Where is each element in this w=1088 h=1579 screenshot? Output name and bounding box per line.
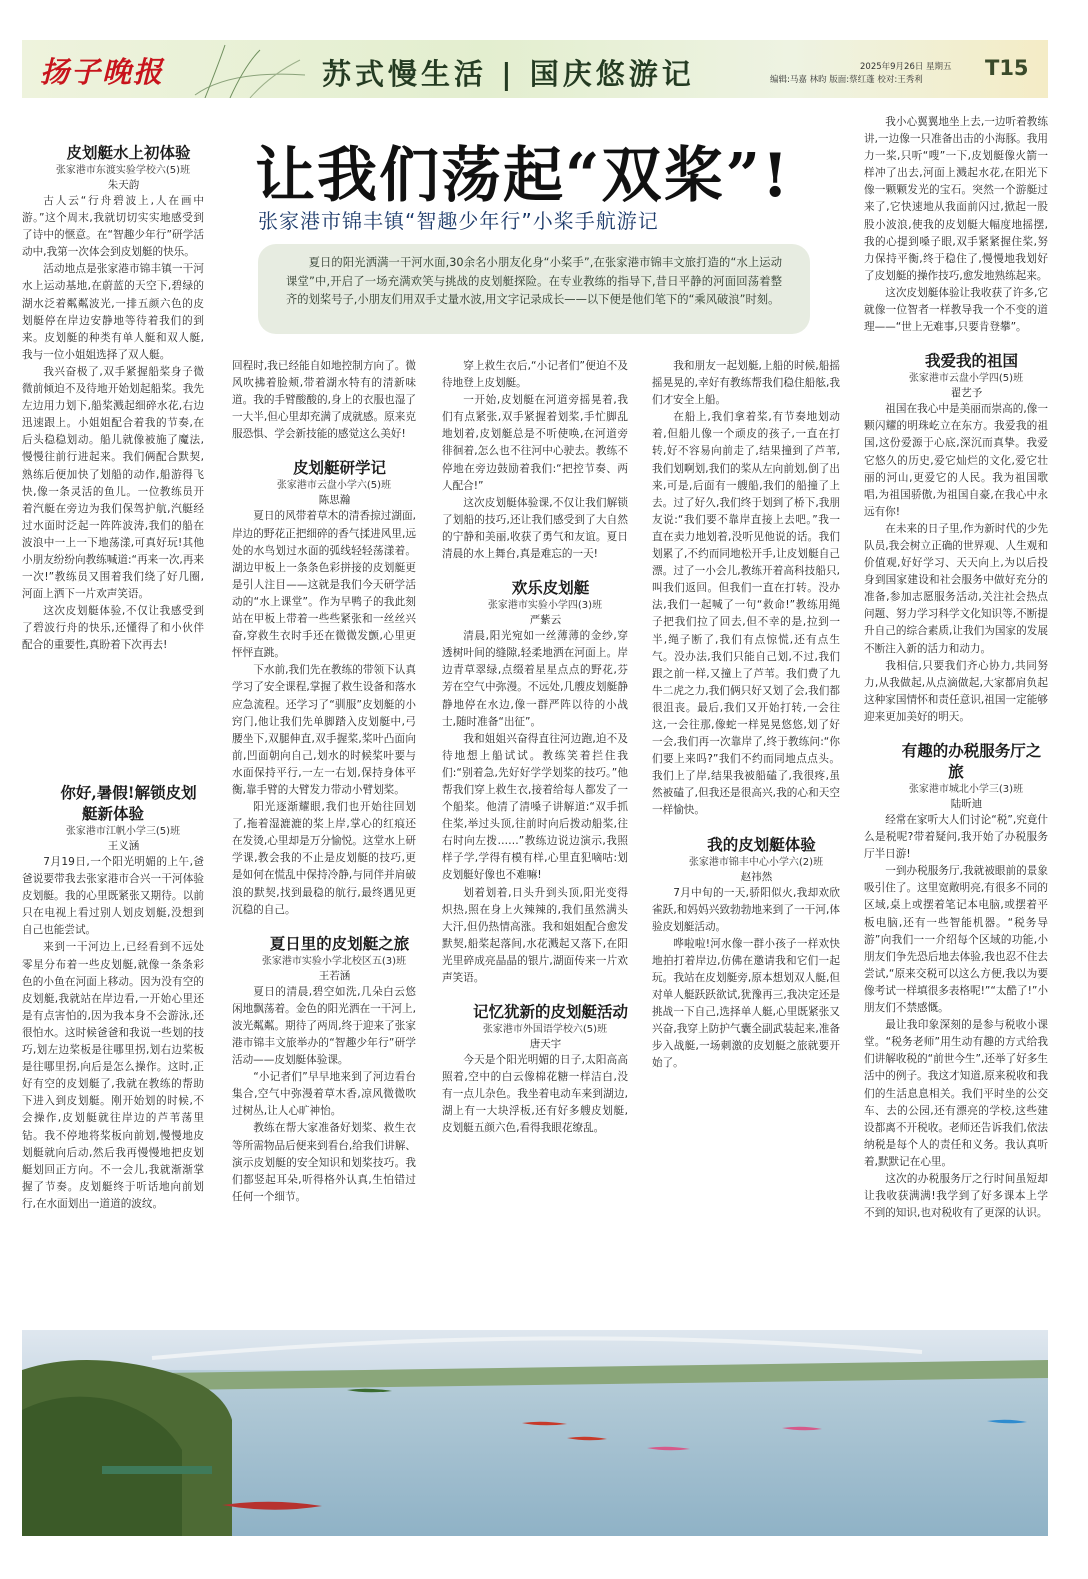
paragraph: 我小心翼翼地坐上去,一边听着教练讲,一边像一只准备出击的小海豚。我用力一桨,只听“嗖”一下,皮划艇像火箭一样冲了出去,河面上溅起水花,在阳光下像一颗颗发光的宝石。突然一个游艇过来了,它快速地从我面前闪过,掀起一股股小波浪,使我的皮划艇大幅度地摇摆,我的心提到嗓子眼,双手紧紧握住桨,努力保持平衡,终于稳住了,慢慢地我划好了皮划艇的操作技巧,愈发地熟练起来。 (864, 116, 1048, 282)
paragraph: 最让我印象深刻的是参与税收小课堂。“税务老师”用生动有趣的方式给我们讲解收税的“前世今生”,还举了好多生活中的例子。我这才知道,原来税收和我们的生活息息相关。我们平时坐的公交车、去的公园,还有漂亮的学校,这些建设都离不开税收。老师还告诉我们,依法纳税是每个人的责任和义务。我认真听着,默默记在心里。 (864, 1019, 1048, 1168)
article-school: 张家港市云盘小学六(5)班 (276, 480, 392, 492)
section-title: 苏式慢生活 | 国庆悠游记 (322, 57, 695, 91)
article (442, 577, 628, 987)
paragraph: 这次皮划艇体验课,不仅让我们解锁了划船的技巧,还让我们感受到了大自然的宁静和美丽,收获了勇气和友谊。夏日清晨的水上舞台,真是难忘的一天! (442, 496, 628, 561)
paragraph: 夏日的风带着草木的清香掠过湖面,岸边的野花正把细碎的香气揉进风里,远处的水鸟划过水面的弧线轻轻荡漾着。湖边甲板上一条条色彩拼接的皮划艇更是引人注目——这就是我们今天研学活动的“水上课堂”。作为早鸭子的我此刻站在甲板上带着一些些紧张和一丝丝兴奋,穿救生衣时手还在微微发颤,心里更怦怦直跳。 (232, 510, 416, 660)
paragraph: 我和姐姐兴奋得直往河边跑,迫不及待地想上船试试。教练笑着拦住我们:“别着急,先好好学学划桨的技巧。”他帮我们穿上救生衣,接着给每人都发了一个船桨。他清了清嗓子讲解道:“双手抓住桨,举过头顶,往前时向后拨动船桨,往右时向左拨……”教练边说边演示,我照样子学,学得有模有样,心里直犯嘀咕:划皮划艇好像也不难嘛! (442, 732, 628, 882)
article-school: 张家港市江帆小学三(5)班 (65, 826, 181, 837)
paragraph: 一到办税服务厅,我就被眼前的景象吸引住了。这里宽敞明亮,有很多不同的区域,桌上或摆着笔记本电脑,或摆着平板电脑,还有一些智能机器。“税务导游”向我们一一介绍每个区域的功能,小朋友们争先恐后地去体验,我也忍不住去尝试,“原来交税可以这么方便,我以为要像考试一样填很多表格呢!”“太酷了!”小朋友们不禁感慨。 (864, 865, 1048, 1015)
article (22, 142, 204, 655)
article-school: 张家港市东渡实验学校六(5)班 (55, 165, 191, 176)
paragraph: 这次皮划艇体验,不仅让我感受到了碧波行舟的快乐,还懂得了和小伙伴配合的重要性,真盼着下次再去! (22, 605, 204, 652)
article-author: 陆昕迪 (950, 798, 983, 810)
article-title: 我的皮划艇体验 (707, 834, 816, 854)
paragraph: 活动地点是张家港市锦丰镇一干河水上运动基地,在蔚蓝的天空下,碧绿的湖水泛着粼粼波光,一排五颜六色的皮划艇停在岸边安静地等待着我们的到来。皮划艇的种类有单人艇和双人艇,我与一位小姐姐选择了双人艇。 (22, 263, 204, 361)
article-title: 记忆犹新的皮划艇活动 (473, 1002, 629, 1022)
paragraph: 祖国在我心中是美丽而崇高的,像一颗闪耀的明珠屹立在东方。我爱我的祖国,这份爱源于心底,深沉而真挚。我爱它悠久的历史,爱它灿烂的文化,爱它壮丽的河山,更爱它的人民。我为祖国歌唱,为祖国骄傲,为祖国自豪,在我心中永远有你! (864, 403, 1048, 518)
article-title: 我爱我的祖国 (924, 351, 1018, 371)
article (232, 933, 416, 1206)
article-school: 张家港市外国语学校六(5)班 (482, 1024, 608, 1036)
article-title: 夏日里的皮划艇之旅 (269, 933, 410, 953)
paragraph: “小记者们”早早地来到了河边看台集合,空气中弥漫着草木香,凉风微微吹过树丛,让人心旷神怡。 (232, 1071, 416, 1118)
article (22, 782, 204, 1213)
kayak-river-photo (22, 1330, 1048, 1536)
paragraph: 7月中旬的一天,骄阳似火,我却欢欣雀跃,和妈妈兴致勃勃地来到了一干河,体验皮划艇活动。 (652, 886, 840, 933)
paragraph: 古人云“行舟碧波上,人在画中游。”这个周末,我就切切实实地感受到了诗中的惬意。在“智趣少年行”研学活动中,我第一次体会到皮划艇的快乐。 (22, 195, 204, 259)
intro-box: 夏日的阳光洒满一干河水面,30余名小朋友化身“小桨手”,在张家港市锦丰文旅打造的“水上运动课堂”中,开启了一场充满欢笑与挑战的皮划艇探险。在专业教练的指导下,昔日平静的河面回荡着整齐的划桨号子,小朋友们用双手丈量水波,用文字记录成长——以下便是他们笔下的“乘风破浪”时刻。 (258, 244, 810, 334)
article-author: 唐天宇 (529, 1038, 562, 1051)
article (232, 457, 416, 918)
article-author: 翟艺予 (950, 387, 983, 400)
paragraph: 这次皮划艇体验让我收获了许多,它就像一位智者一样教导我一个不变的道理——“世上无难事,只要肯登攀”。 (864, 286, 1048, 334)
paragraph: 我和朋友一起划艇,上船的时候,船摇摇晃晃的,幸好有教练帮我们稳住船舷,我们才安全上船。 (652, 360, 840, 407)
page-number: T15 (985, 56, 1029, 80)
column-1 (22, 142, 204, 655)
paragraph: 下水前,我们先在教练的带领下认真学习了安全课程,掌握了救生设备和落水应急流程。还学习了“驯服”皮划艇的小窍门,他让我们先单脚踏入皮划艇中,弓腰坐下,双腿伸直,双手握桨,桨叶凸面向前,凹面朝向自己,划水的时候桨叶要与水面保持平行,一左一右划,保持身体平衡,靠手臂的大臂发力带动小臂划桨。 (232, 664, 416, 796)
article (864, 350, 1048, 726)
article (442, 1001, 628, 1137)
article-school: 张家港市实验小学北校区五(3)班 (261, 955, 407, 967)
article-title: 欢乐皮划艇 (511, 578, 590, 598)
paragraph: 划着划着,日头升到头顶,阳光变得炽热,照在身上火辣辣的,我们虽然满头大汗,但仍热情高涨。我和姐姐配合愈发默契,船桨起落间,水花溅起又落下,在阳光里碎成亮晶晶的银片,湖面传来一片欢声笑语。 (442, 886, 628, 984)
reeds-illustration (190, 40, 310, 98)
paragraph: 一开始,皮划艇在河道旁摇晃着,我们有点紧张,双手紧握着划桨,手忙脚乱地划着,皮划艇总是不听使唤,在河道旁徘徊着,怎么也不往河中心驶去。教练不停地在旁边鼓励着我们:“把控节奏、两人配合!” (442, 394, 628, 492)
column-4 (652, 358, 840, 1073)
article-author: 陈思瀚 (318, 494, 351, 507)
main-subheadline: 张家港市锦丰镇“智趣少年行”小桨手航游记 (258, 209, 659, 233)
column-1b (22, 782, 204, 1213)
masthead-logo: 扬子晚报 (40, 55, 165, 89)
paragraph: 经常在家听大人们讨论“税”,究竟什么是税呢?带着疑问,我开始了办税服务厅半日游! (864, 814, 1048, 861)
article-author: 王义涵 (107, 840, 140, 852)
column-2 (232, 358, 416, 1206)
article-school: 张家港市城北小学三(3)班 (908, 784, 1024, 795)
paragraph: 阳光逐渐耀眼,我们也开始往回划了,拖着湿漉漉的桨上岸,掌心的红痕还在发烫,心里却是万分愉悦。这堂水上研学课,教会我的不止是皮划艇的技巧,更是如何在慌乱中保持冷静,与同伴并肩破浪的默契,找到最稳的航行,最终遇见更沉稳的自己。 (232, 801, 416, 916)
paragraph: 7月19日,一个阳光明媚的上午,爸爸说要带我去张家港市合兴一干河体验皮划艇。我的心里既紧张又期待。以前只在电视上看过别人划皮划艇,没想到自己也能尝试。 (22, 856, 204, 937)
paragraph: 今天是个阳光明媚的日子,太阳高高照着,空中的白云像棉花糖一样洁白,没有一点儿杂色。我坐着电动车来到湖边,湖上有一大块浮板,还有好多艘皮划艇,皮划艇五颜六色,看得我眼花缭乱。 (442, 1054, 628, 1135)
paragraph: 我兴奋极了,双手紧握船桨身子微微前倾迫不及待地开始划起船桨。我先左边用力划下,船桨溅起细碎水花,右边迅速跟上。小姐姐配合着我的节奏,在后头稳稳划动。船儿就像被施了魔法,慢慢往前行进起来。我们俩配合默契,熟练后便加快了划船的动作,船游得飞快,像一条灵活的鱼儿。一位教练员开着汽艇在旁边为我们保驾护航,汽艇经过水面时泛起一阵阵波涛,我们的船在波浪中一上一下地荡漾,可真好玩!其他小朋友纷纷向教练喊道:“再来一次,再来一次!”教练员又围着我们绕了好几圈,河面上洒下一片欢声笑语。 (22, 365, 204, 601)
column-5 (864, 114, 1048, 1222)
paragraph: 清晨,阳光宛如一丝薄薄的金纱,穿透树叶间的缝隙,轻柔地洒在河面上。岸边青草翠绿,点缀着星星点点的野花,芬芳在空气中弥漫。不远处,几艘皮划艇静静地停在水边,像一群严阵以待的小战士,随时准备“出征”。 (442, 630, 628, 728)
paragraph: 在船上,我们拿着桨,有节奏地划动着,但船儿像一个顽皮的孩子,一直在打转,好不容易向前走了,结果撞到了芦苇,我们划啊划,我们的桨从左向前划,倒了出来,可是,后面有一艘船,我们的船撞了上去。过了好久,我们终于划到了桥下,我朋友说:“我们要不靠岸直接上去吧。”我一直在卖力地划着,没听见他说的话。我们划累了,不约而同地松开手,让皮划艇自己漂。过了一小会儿,教练开着高科技船只,叫我们返回。但我们一直在打转。没办法,我们一起喊了一句“救命!”教练用绳子把我们拉了回去,但不幸的是,拉到一半,绳子断了,我们有点惊慌,还有点生气。没办法,我们只能自己划,不过,我们跟之前一样,又撞上了芦苇。我们费了九牛二虎之力,我们俩只好又划了会,我们都很沮丧。最后,我们又开始打转,一会往这,一会往那,像蛇一样晃晃悠悠,划了好一会,我们再一次靠岸了,终于教练问:“你们要上来吗?”我们不约而同地点点头。我们上了岸,结果我被船磕了,我很疼,虽然被磕了,但我还是很高兴,我的心和天空一样愉快。 (652, 411, 840, 817)
paragraph: 这次的办税服务厅之行时间虽短却让我收获满满!我学到了好多课本上学不到的知识,也对税收有了更深的认识。 (864, 1172, 1048, 1220)
article-author: 严紫云 (529, 614, 562, 627)
editor-credits: 编辑:马嘉 林昀 版面:蔡红蓬 校对:王秀利 (770, 75, 923, 85)
paragraph: 回程时,我已经能自如地控制方向了。微风吹拂着脸颊,带着湖水特有的清新味道。我的手臂酸酸的,身上的衣服也湿了一大半,但心里却充满了成就感。原来克服恐惧、学会新技能的感觉这么美好! (232, 360, 416, 441)
main-headline: 让我们荡起“双桨”! (255, 141, 791, 211)
paragraph: 哗啦啦!河水像一群小孩子一样欢快地拍打着岸边,仿佛在邀请我和它们一起玩。我站在皮划艇旁,原本想划双人艇,但对单人艇跃跃欲试,犹豫再三,我决定还是挑战一下自己,选择单人艇,心里既紧张又兴奋,我穿上防护气囊全副武装起来,准备步入战艇,一场刺激的皮划艇之旅就要开始了。 (652, 937, 840, 1070)
column-3 (442, 358, 628, 1138)
paragraph: 来到一干河边上,已经看到不远处零星分布着一些皮划艇,就像一条条彩色的小鱼在河面上移动。因为没有空的皮划艇,我就站在岸边看,一开始心里还是有点害怕的,因为我本身不会游泳,还很怕水。这时候爸爸和我说一些划的技巧,划左边桨板是往哪里拐,划右边桨板是往哪里拐,向后是怎么操作。这时,正好有空的皮划艇了,我就在教练的帮助下进入到皮划艇。刚开始划的时候,不会操作,皮划艇就往岸边的芦苇荡里钻。我不停地将桨板向前划,慢慢地皮划艇就向后动,然后我再慢慢地把皮划艇划回正方向。不一会儿,我就渐渐掌握了节奏。皮划艇终于听话地向前划行,在水面划出一道道的波纹。 (22, 941, 204, 1210)
article-author: 王若涵 (318, 969, 351, 982)
article-title: 有趣的办税服务厅之旅 (901, 741, 1042, 781)
article-school: 张家港市云盘小学四(5)班 (908, 373, 1024, 385)
article-author: 朱天韵 (107, 179, 140, 191)
paragraph: 教练在帮大家准备好划桨、救生衣等所需物品后便来到看台,给我们讲解、演示皮划艇的安全知识和划桨技巧。我们都竖起耳朵,听得格外认真,生怕错过任何一个细节。 (232, 1122, 416, 1203)
article-title: 你好,暑假!解锁皮划艇新体验 (60, 783, 197, 823)
paragraph: 在未来的日子里,作为新时代的少先队员,我会树立正确的世界观、人生观和价值观,好好学习、天天向上,为以后投身到国家建设和社会服务中做好充分的准备,参加志愿服务活动,关注社会热点问题、努力学习科学文化知识等,不断提升自己的综合素质,让我们为国家的发展不断注入新的活力和动力。 (864, 522, 1048, 655)
article (864, 740, 1048, 1222)
article-school: 张家港市锦丰中心小学六(2)班 (688, 856, 824, 868)
paragraph: 穿上救生衣后,“小记者们”便迫不及待地登上皮划艇。 (442, 360, 628, 390)
article (652, 834, 840, 1073)
article-school: 张家港市实验小学四(3)班 (487, 600, 603, 612)
issue-date: 2025年9月26日 星期五 (860, 62, 952, 72)
article-author: 赵祎然 (740, 870, 773, 883)
article-title: 皮划艇研学记 (292, 458, 386, 478)
paragraph: 我相信,只要我们齐心协力,共同努力,从我做起,从点滴做起,大家都肩负起这种家国情怀和责任意识,祖国一定能够迎来更加美好的明天。 (864, 659, 1048, 723)
article-title: 皮划艇水上初体验 (66, 143, 191, 162)
paragraph: 夏日的清晨,碧空如洗,几朵白云悠闲地飘荡着。金色的阳光洒在一干河上,波光粼粼。期待了两周,终于迎来了张家港市锦丰文旅举办的“智趣少年行”研学活动——皮划艇体验课。 (232, 985, 416, 1067)
